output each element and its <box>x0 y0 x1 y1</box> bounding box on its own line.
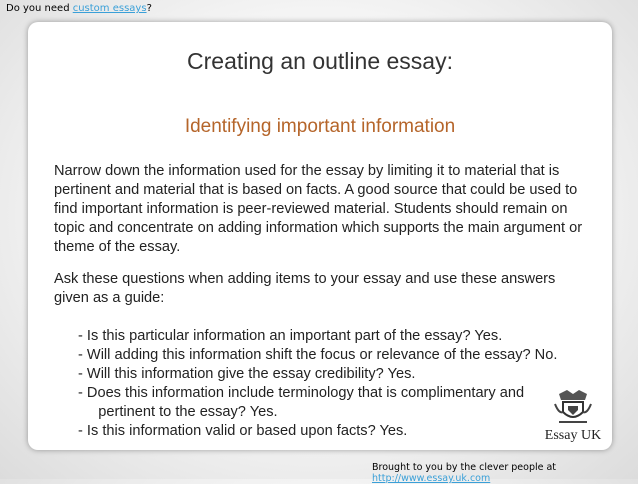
paragraph-1: Narrow down the information used for the essay by limiting it to material that is pertinent and material that is based on facts. A good source that could be used to find important information is peer-reviewed material. Students should remain on topic and concentrate on adding information which supports the main argument or theme of the essay. <box>54 163 583 255</box>
custom-essays-link[interactable]: custom essays <box>72 3 147 14</box>
essay-uk-link[interactable]: http://www.essay.uk.com <box>372 473 491 484</box>
footer-note <box>372 462 638 484</box>
essay-uk-logo <box>538 384 608 448</box>
slide-subtitle: Identifying important information <box>184 116 456 137</box>
slide-card <box>28 22 612 450</box>
crest-icon <box>551 384 595 428</box>
slide-title: Creating an outline essay: <box>187 48 453 74</box>
question-list <box>78 327 578 441</box>
list-item: - Will this information give the essay credibility? Yes. <box>78 366 416 382</box>
header-note <box>6 3 152 14</box>
header-suffix: ? <box>146 3 152 14</box>
logo-text: Essay UK <box>544 428 602 443</box>
header-prefix: Do you need <box>6 3 73 14</box>
list-item: pertinent to the essay? Yes. <box>78 404 278 420</box>
list-item: - Will adding this information shift the focus or relevance of the essay? No. <box>78 347 558 363</box>
paragraph-2: Ask these questions when adding items to your essay and use these answers given as a guide: <box>54 271 556 306</box>
list-item: - Is this particular information an important part of the essay? Yes. <box>78 328 503 344</box>
list-item: - Is this information valid or based upon facts? Yes. <box>78 423 408 439</box>
list-item: - Does this information include terminology that is complimentary and <box>78 385 525 401</box>
footer-prefix: Brought to you by the clever people at <box>372 462 557 473</box>
